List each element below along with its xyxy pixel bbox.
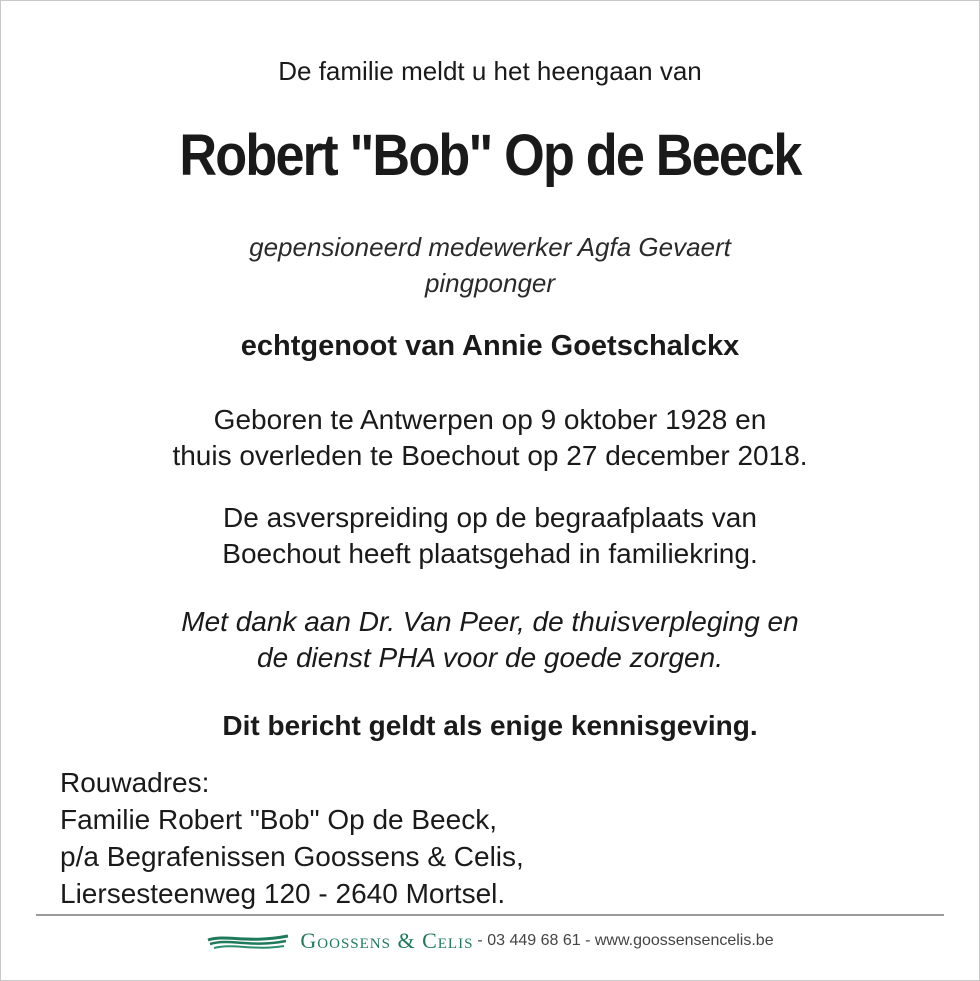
deceased-name: Robert "Bob" Op de Beeck xyxy=(179,123,801,188)
ashes-line-2: Boechout heeft plaatsgehad in familiekring. xyxy=(222,538,758,569)
ashes-paragraph xyxy=(0,500,980,572)
spouse-line: echtgenoot van Annie Goetschalckx xyxy=(240,330,740,362)
born-line-2: thuis overleden te Boechout op 27 december 2018. xyxy=(172,440,808,471)
wave-logo-icon xyxy=(206,930,290,952)
funeral-home-footer xyxy=(0,926,980,956)
thanks-line-1: Met dank aan Dr. Van Peer, de thuisverpleging en xyxy=(181,606,799,637)
birth-death-paragraph xyxy=(0,402,980,474)
mourning-address xyxy=(60,764,524,912)
footer-divider xyxy=(36,914,944,916)
company-name: Goossens & Celis xyxy=(300,928,474,953)
address-line-1: Rouwadres: xyxy=(60,767,210,798)
thanks-line-2: de dienst PHA voor de goede zorgen. xyxy=(257,642,723,673)
role-line-1: gepensioneerd medewerker Agfa Gevaert xyxy=(249,232,731,262)
address-line-2: Familie Robert "Bob" Op de Beeck, xyxy=(60,804,497,835)
born-line-1: Geboren te Antwerpen op 9 oktober 1928 en xyxy=(213,404,767,435)
company-contact: - 03 449 68 61 - www.goossensencelis.be xyxy=(477,932,774,949)
intro-text: De familie meldt u het heengaan van xyxy=(278,56,702,86)
role-line-2: pingponger xyxy=(424,268,556,298)
thanks-paragraph xyxy=(0,604,980,676)
ashes-line-1: De asverspreiding op de begraafplaats van xyxy=(223,502,757,533)
closing-statement: Dit bericht geldt als enige kennisgeving. xyxy=(222,710,758,741)
address-line-3: p/a Begrafenissen Goossens & Celis, xyxy=(60,841,524,872)
address-line-4: Liersesteenweg 120 - 2640 Mortsel. xyxy=(60,878,506,909)
